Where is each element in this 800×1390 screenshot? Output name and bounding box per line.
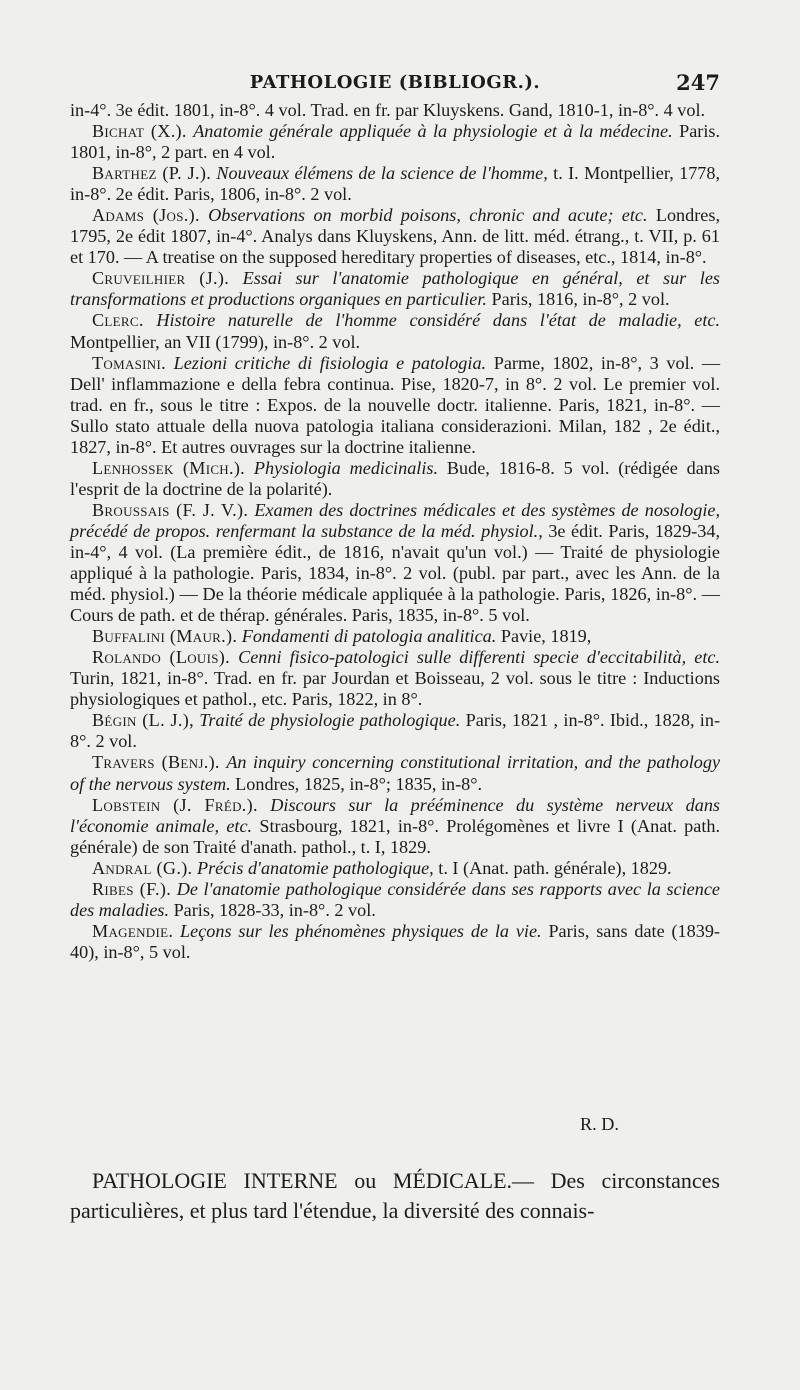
bibliography-entry [70,500,720,626]
entry-title: De l'anatomie pathologique considérée dans ses rapports avec la science des maladies. [70,878,720,920]
entry-author: Ribes (F.). [92,878,172,899]
bibliography-entry [70,353,720,458]
entry-title: Observations on morbid poisons, chronic and acute; etc. [208,205,648,226]
section-start [70,1166,720,1226]
entry-author: Adams (Jos.). [92,205,200,226]
bibliography-entry [70,752,720,794]
entry-title: Cenni fisico-patologici sulle differenti specie d'eccitabilità, etc. [238,647,721,668]
entry-details: t. I (Anat. path. générale), 1829. [438,857,672,878]
page-number: 247 [676,70,720,95]
entry-author: Lenhossek (Mich.). [92,457,246,478]
entry-details: Strasbourg, 1821, in-8°. Prolégomènes et livre I (Anat. path. générale) de son Traité d'anath. pathol., t. I, 1829. [70,815,721,857]
entry-author: Travers (Benj.). [92,752,220,773]
entry-details: Parme, 1802, in-8°, 3 vol. — Dell' inflammazione e della febra continua. Pise, 1820-7, in 8°. 2 vol. Le premier vol. trad. en fr., sous le titre : Expos. de la nouvelle doctr. italienne. Paris, 1821, in-8°. — Sullo stato attuale della nuova patologia italiana considerazioni. Milan, 182 , 2e édit., 1827, in-8°. Et autres ouvrages sur la doctrine italienne. [70,352,721,457]
bibliography-entry [70,921,720,963]
entry-author: Broussais (F. J. V.). [92,499,249,520]
bibliography-list [70,100,720,963]
entry-title: Nouveaux élémens de la science de l'homme, [216,163,548,184]
bibliography-entry [70,458,720,500]
entry-details: Paris, 1816, in-8°, 2 vol. [491,289,670,310]
running-title: PATHOLOGIE (BIBLIOGR.). [249,72,541,93]
bibliography-entry [70,268,720,310]
entry-title: Traité de physiologie pathologique. [199,710,461,731]
entry-title: Précis d'anatomie pathologique, [196,857,434,878]
entry-details: Pavie, 1819, [500,626,592,647]
entry-author: Buffalini (Maur.). [92,626,238,647]
bibliography-entry [70,205,720,268]
entry-details: t. I. Montpellier, 1778, in-8°. 2e édit. Paris, 1806, in-8°. 2 vol. [70,163,721,205]
entry-title: Lezioni critiche di fisiologia e patologia. [173,352,487,373]
bibliography-entry [70,795,720,858]
entry-title: An inquiry concerning constitutional irritation, and the pathology of the nervous system. [70,752,721,794]
entry-title: Physiologia medicinalis. [253,457,439,478]
entry-details: Paris. 1801, in-8°, 2 part. en 4 vol. [70,121,720,163]
entry-details: Paris, 1828-33, in-8°. 2 vol. [173,899,376,920]
bibliography-entry [70,163,720,205]
section-heading: PATHOLOGIE INTERNE ou MÉDICALE. [92,1168,513,1193]
entry-author: Rolando (Louis). [92,647,230,668]
running-header [70,72,720,98]
entry-details: 3e édit. Paris, 1829-34, in-4°, 4 vol. (La première édit., de 1816, n'avait qu'un vol.) — Traité de physiologie appliqué à la pathologie. Paris, 1834, in-8°. 2 vol. (publ. par part., avec les Ann. de la méd. physiol.) — De la théorie médicale appliquée à la pathologie. Paris, 1826, in-8°. — Cours de path. et de thérap. générales. Paris, 1835, in-8°. 5 vol. [70,520,720,626]
entry-author: Andral (G.). [92,857,193,878]
entry-author: Tomasini. [92,352,166,373]
entry-author: Bégin (L. J.), [92,710,194,731]
entry-details: Londres, 1825, in-8°; 1835, in-8°. [235,773,483,794]
entry-title: Leçons sur les phénomènes physiques de la vie. [180,920,542,941]
entry-details: Paris, sans date (1839-40), in-8°, 5 vol. [70,920,720,962]
entry-author: Bichat (X.). [92,121,187,142]
entry-details: Bude, 1816-8. 5 vol. (rédigée dans l'esprit de la doctrine de la polarité). [70,457,720,499]
bibliography-entry [70,100,720,121]
entry-author: Lobstein (J. Fréd.). [92,794,258,815]
bibliography-entry [70,858,720,879]
entry-details: Montpellier, an VII (1799), in-8°. 2 vol. [70,331,361,352]
entry-title: Fondamenti di patologia analitica. [241,626,497,647]
entry-details: Turin, 1821, in-8°. Trad. en fr. par Jourdan et Boisseau, 2 vol. sous le titre : Inductions physiologiques et pathol., etc. Paris, 1822, in 8°. [70,668,720,710]
bibliography-entry [70,879,720,921]
bibliography-entry [70,121,720,163]
bibliography-entry [70,647,720,710]
entry-details: Paris, 1821 , in-8°. Ibid., 1828, in-8°. 2 vol. [70,710,721,752]
entry-author: Magendie. [92,920,174,941]
bibliography-entry [70,626,720,647]
entry-author: Cruveilhier (J.). [92,268,230,289]
author-signature: R. D. [580,1114,619,1134]
entry-title: Examen des doctrines médicales et des systèmes de nosologie, précédé de propos. renfermant la substance de la méd. physiol., [70,499,721,541]
entry-details: Londres, 1795, 2e édit 1807, in-4°. Analys dans Kluyskens, Ann. de litt. méd. étrang., t. VII, p. 61 et 170. — A treatise on the supposed hereditary properties of diseases, etc., 1814, in-8°. [70,205,720,268]
entry-author: Barthez (P. J.). [92,163,212,184]
entry-details: in-4°. 3e édit. 1801, in-8°. 4 vol. Trad. en fr. par Kluyskens. Gand, 1810-1, in-8°. 4 vol. [70,100,706,120]
entry-title: Essai sur l'anatomie pathologique en général, et sur les transformations et productions organiques en particulier. [70,268,721,310]
entry-author: Clerc. [92,310,144,331]
bibliography-entry [70,310,720,352]
entry-title: Anatomie générale appliquée à la physiologie et à la médecine. [193,121,673,142]
section-text: — Des circonstances particulières, et plus tard l'étendue, la diversité des connais- [70,1168,720,1223]
entry-title: Histoire naturelle de l'homme considéré dans l'état de maladie, etc. [156,310,720,331]
entry-title: Discours sur la prééminence du système nerveux dans l'économie animale, etc. [70,794,721,836]
bibliography-entry [70,710,720,752]
